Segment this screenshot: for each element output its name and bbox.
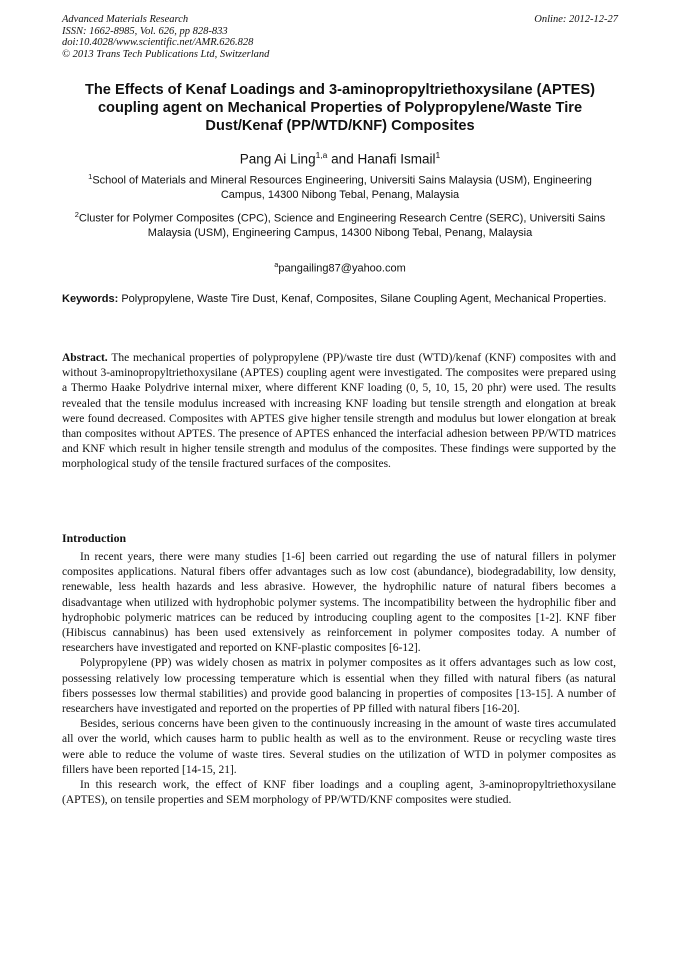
paragraph: Polypropylene (PP) was widely chosen as matrix in polymer composites as it offers advantages such as low cost, possessing relatively low processing temperature which is essential when they filled with natural fibers (as natural fibers possesses low thermal stabilities) and provide good balancing in properties of composites [13-15]. A number of researchers have investigated and reported on the properties of PP filled with natural fibers [16-20]. [62, 657, 616, 716]
author-superscript: 1 [435, 150, 441, 160]
abstract-label: Abstract. [62, 352, 108, 364]
author-list [70, 147, 610, 168]
paragraph: In this research work, the effect of KNF fiber loadings and a coupling agent, 3-aminopropyltriethoxysilane (APTES), on tensile properties and SEM morphology of PP/WTD/KNF composites were studied. [62, 779, 616, 807]
email-marker: a [274, 260, 279, 269]
paragraph: In recent years, there were many studies [1-6] been carried out regarding the use of natural fillers in polymer composites applications. Natural fibers offer advantages such as low cost (abundance), biodegradability, low density, renewable, less health hazards and less abrasive. However, the hydrophilic nature of natural fibers becomes a disadvantage when utilized with hydrophobic polymer systems. The incompatibility between the hydrophilic fiber and hydrophobic polymeric matrices can be reduced by introducing coupling agent to the composites [1-2]. KNF fiber (Hibiscus cannabinus) has been used extensively as reinforcement in polymer composites today. A number of researchers have investigated and reported on KNF-plastic composites [6-12]. [62, 551, 616, 655]
keywords-text: Polypropylene, Waste Tire Dust, Kenaf, Composites, Silane Coupling Agent, Mechanical Properties. [121, 293, 607, 305]
journal-name: Advanced Materials Research [62, 14, 189, 25]
affiliation-marker: 2 [74, 210, 79, 219]
publication-header [62, 14, 618, 60]
introduction-body [62, 550, 616, 808]
email-address[interactable]: pangailing87@yahoo.com [278, 262, 406, 275]
author-name: Hanafi Ismail [357, 151, 436, 167]
affiliation-text: School of Materials and Mineral Resources Engineering, Universiti Sains Malaysia (USM), Engineering Campus, 14300 Nibong Tebal, Penang, Malaysia [92, 174, 592, 201]
abstract-text: The mechanical properties of polypropylene (PP)/waste tire dust (WTD)/kenaf (KNF) composites with and without 3-aminopropyltriethoxysilane (APTES) coupling agent were investigated. The composites were prepared using a Thermo Haake Polydrive internal mixer, where different KNF loading (0, 5, 10, 15, 20 phr) were used. The results revealed that the tensile modulus increased with increasing KNF loading but tensile strength and elongation at break were found decreased. Composites with APTES give higher tensile strength and modulus but lower elongation at break than composites without APTES. The presence of APTES enhanced the interfacial adhesion between PP/WTD matrices and KNF which result in higher tensile strength and modulus of the composites. These findings were supported by the morphological study of the tensile fractured surfaces of the composites. [62, 352, 616, 471]
affiliation-marker: 1 [88, 172, 93, 181]
paragraph: Besides, serious concerns have been given to the continuously increasing in the amount of waste tires accumulated all over the world, which causes harm to public health as well as to the environment. Reuse or recycling waste tires were able to reduce the volume of waste tires. Several studies on the utilization of WTD in polymer composites as fillers have been reported [14-15, 21]. [62, 718, 616, 776]
paper-title: The Effects of Kenaf Loadings and 3-aminopropyltriethoxysilane (APTES) coupling agent on Mechanical Properties of Polypropylene/Waste Tire Dust/Kenaf (PP/WTD/KNF) Composites [84, 82, 596, 134]
affiliation-2 [70, 208, 610, 240]
copyright-line: © 2013 Trans Tech Publications Ltd, Switzerland [62, 48, 270, 60]
abstract-block [62, 351, 616, 473]
issn-line: ISSN: 1662-8985, Vol. 626, pp 828-833 [62, 25, 228, 37]
author-conjunction: and [331, 151, 354, 167]
affiliation-1 [70, 170, 610, 202]
online-date: Online: 2012-12-27 [534, 14, 618, 25]
author-name: Pang Ai Ling [239, 151, 316, 167]
keywords-block [62, 292, 616, 307]
affiliation-text: Cluster for Polymer Composites (CPC), Science and Engineering Research Centre (SERC), Universiti Sains Malaysia (USM), Engineering Campus, 14300 Nibong Tebal, Penang, Malaysia [78, 212, 606, 239]
doi-line: doi:10.4028/www.scientific.net/AMR.626.828 [62, 37, 254, 48]
section-heading-introduction: Introduction [62, 531, 127, 545]
keywords-label: Keywords: [62, 293, 119, 305]
author-superscript: 1,a [315, 150, 328, 160]
author-email [70, 258, 610, 276]
